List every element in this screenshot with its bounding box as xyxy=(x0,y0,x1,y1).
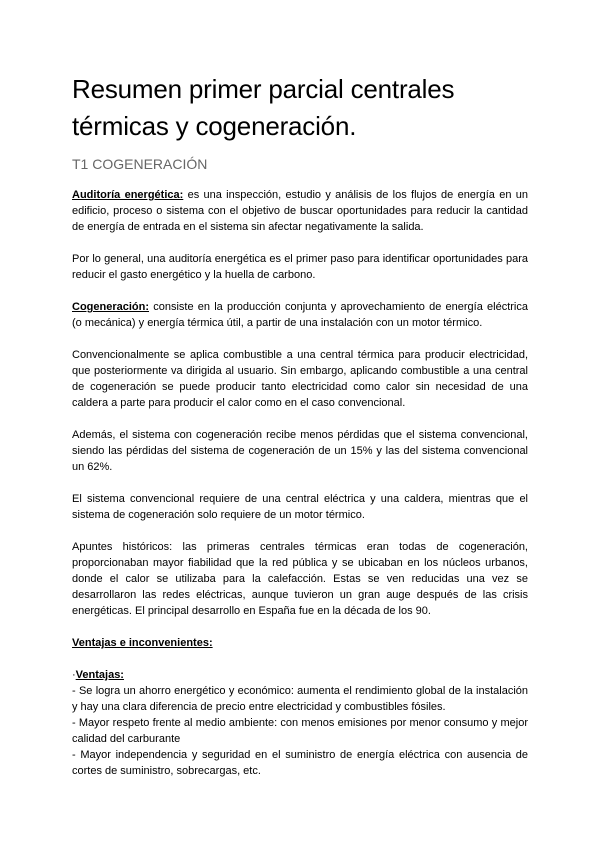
subheading-ventajas-text: Ventajas: xyxy=(75,669,124,681)
paragraph-auditoria xyxy=(72,187,528,235)
list-item: - Se logra un ahorro energético y económico: aumenta el rendimiento global de la instalación y hay una clara diferencia de precio entre electricidad y combustibles fósiles. xyxy=(72,685,528,713)
spacer xyxy=(72,235,528,251)
definition-cogeneracion: consiste en la producción conjunta y aprovechamiento de energía eléctrica (o mecánica) y energía térmica útil, a partir de una instalación con un motor térmico. xyxy=(72,301,528,329)
spacer xyxy=(72,475,528,491)
paragraph-sistema: El sistema convencional requiere de una central eléctrica y una caldera, mientras que el sistema de cogeneración solo requiere de un motor térmico. xyxy=(72,493,528,521)
paragraph-cogeneracion xyxy=(72,299,528,331)
spacer xyxy=(72,283,528,299)
document-title: Resumen primer parcial centrales térmicas y cogeneración. xyxy=(72,74,455,141)
spacer xyxy=(72,523,528,539)
paragraph-general: Por lo general, una auditoría energética es el primer paso para identificar oportunidades para reducir el gasto energético y la huella de carbono. xyxy=(72,253,528,281)
paragraph-apuntes: Apuntes históricos: las primeras centrales térmicas eran todas de cogeneración, proporcionaban mayor fiabilidad que la red pública y se ubicaban en los núcleos urbanos, donde el calor se utilizaba para la calefacción. Estas se ven reducidas una vez se desarrollaron las redes eléctricas, aunque tuvieron un gran auge después de las crisis energéticas. El principal desarrollo en España fue en la década de los 90. xyxy=(72,541,528,617)
spacer xyxy=(72,411,528,427)
heading-ventajas-text: Ventajas e inconvenientes: xyxy=(72,637,213,649)
list-item: - Mayor independencia y seguridad en el suministro de energía eléctrica con ausencia de cortes de suministro, sobrecargas, etc. xyxy=(72,749,528,777)
term-auditoria: Auditoría energética: xyxy=(72,189,184,201)
section-title: T1 COGENERACIÓN xyxy=(72,156,208,172)
subheading-ventajas xyxy=(72,667,528,683)
bullet-dot: · xyxy=(72,669,76,681)
spacer xyxy=(72,331,528,347)
paragraph-ademas: Además, el sistema con cogeneración recibe menos pérdidas que el sistema convencional, siendo las pérdidas del sistema de cogeneración de un 15% y las del sistema convencional un 62%. xyxy=(72,429,528,473)
spacer xyxy=(72,619,528,635)
heading-ventajas-inconvenientes xyxy=(72,635,528,651)
term-cogeneracion: Cogeneración: xyxy=(72,301,150,313)
paragraph-convencional: Convencionalmente se aplica combustible a una central térmica para producir electricidad, que posteriormente va dirigida al usuario. Sin embargo, aplicando combustible a una central de cogeneración se puede producir tanto electricidad como calor sin necesidad de una caldera a parte para producir el calor como en el caso convencional. xyxy=(72,349,528,409)
definition-auditoria: es una inspección, estudio y análisis de los flujos de energía en un edificio, proceso o sistema con el objetivo de buscar oportunidades para reducir la cantidad de energía de entrada en el sistema sin afectar negativamente la salida. xyxy=(72,189,528,233)
list-item: - Mayor respeto frente al medio ambiente: con menos emisiones por menor consumo y mejor calidad del carburante xyxy=(72,717,528,745)
spacer xyxy=(72,651,528,667)
spacer xyxy=(72,173,528,187)
